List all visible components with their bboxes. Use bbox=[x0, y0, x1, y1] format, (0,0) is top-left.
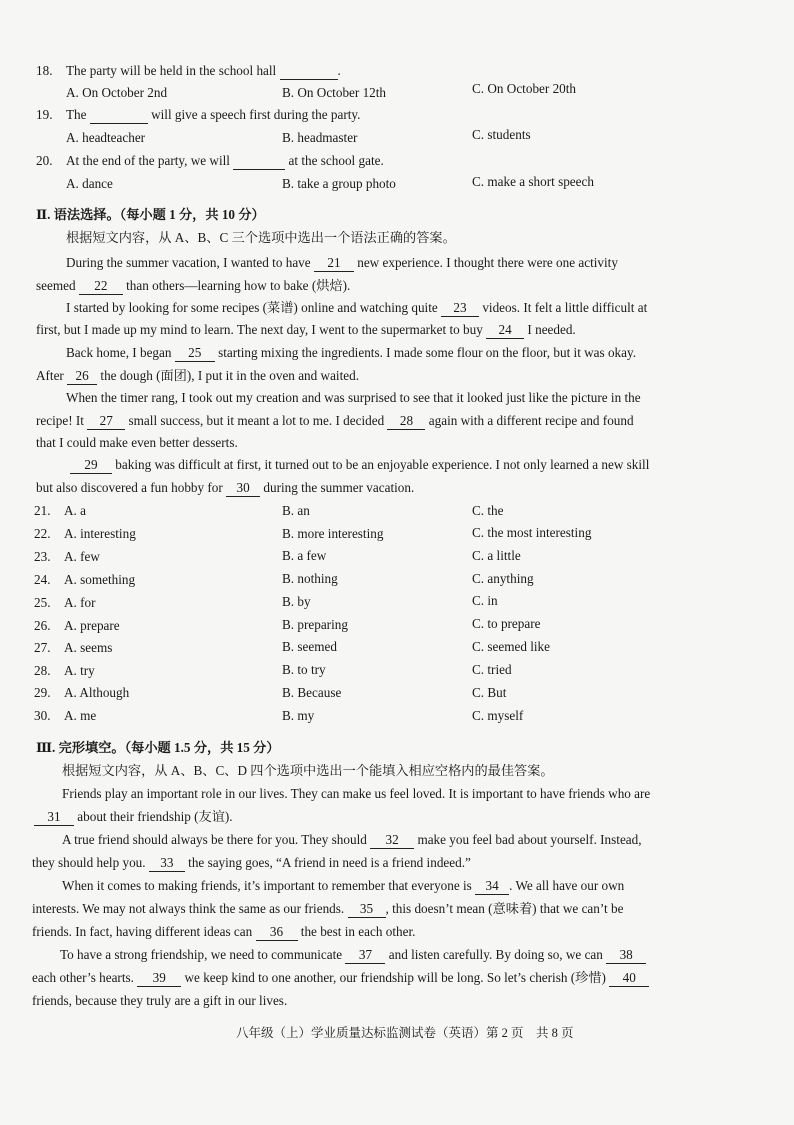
section-title: Ⅲ. 完形填空。（每小题 1.5 分，共 15 分） bbox=[36, 740, 280, 755]
passage-line bbox=[36, 367, 359, 385]
question-number: 23. bbox=[34, 549, 51, 564]
option-a: A. seems bbox=[64, 640, 113, 655]
blank-22: 22 bbox=[79, 278, 123, 295]
option-b: B. my bbox=[282, 708, 315, 723]
question-number: 30. bbox=[34, 708, 51, 723]
blank-40: 40 bbox=[609, 970, 649, 987]
question-number: 18. bbox=[36, 63, 53, 78]
passage-line bbox=[32, 854, 471, 872]
question-number: 19. bbox=[36, 107, 53, 122]
passage-text: I started by looking for some recipes (菜谱) online and watching quite bbox=[66, 300, 438, 315]
option-a: A. for bbox=[64, 595, 96, 610]
passage-text: When it comes to making friends, it’s important to remember that everyone is bbox=[62, 878, 472, 893]
question-number: 29. bbox=[34, 685, 51, 700]
passage-line bbox=[36, 321, 576, 339]
question-number: 20. bbox=[36, 153, 53, 168]
option-a: A. a bbox=[64, 503, 86, 518]
passage-line bbox=[32, 969, 649, 987]
passage-line bbox=[32, 900, 623, 918]
option-c: C. the most interesting bbox=[472, 525, 592, 540]
blank-28: 28 bbox=[387, 413, 425, 430]
passage-line: When the timer rang, I took out my creation and was surprised to see that it looked just like the picture in the bbox=[66, 390, 641, 405]
option-a: A. Although bbox=[64, 685, 130, 700]
blank-31: 31 bbox=[34, 809, 74, 826]
page-footer: 八年级（上）学业质量达标监测试卷（英语）第 2 页 共 8 页 bbox=[236, 1026, 574, 1040]
passage-text: . We all have our own bbox=[509, 878, 625, 893]
blank-29: 29 bbox=[70, 457, 112, 474]
option-a: A. prepare bbox=[64, 618, 120, 633]
blank-35: 35 bbox=[348, 901, 386, 918]
option-a: A. try bbox=[64, 663, 95, 678]
answer-blank bbox=[233, 153, 285, 170]
passage-line bbox=[66, 344, 636, 362]
passage-line bbox=[66, 254, 618, 272]
passage-text: friends. In fact, having different ideas can bbox=[32, 924, 253, 939]
question-stem bbox=[66, 62, 341, 80]
passage-line bbox=[66, 299, 647, 317]
passage-line bbox=[32, 923, 415, 941]
option-c: C. anything bbox=[472, 571, 534, 586]
option-b: B. a few bbox=[282, 548, 327, 563]
passage-text: During the summer vacation, I wanted to have bbox=[66, 255, 311, 270]
passage-line bbox=[62, 877, 624, 895]
option-c: C. a little bbox=[472, 548, 521, 563]
passage-text: A true friend should always be there for you. They should bbox=[62, 832, 367, 847]
passage-text: the dough (面团), I put it in the oven and waited. bbox=[100, 368, 359, 383]
passage-line bbox=[36, 277, 350, 295]
question-number: 28. bbox=[34, 663, 51, 678]
option-c: C. myself bbox=[472, 708, 524, 723]
passage-text: the saying goes, “A friend in need is a friend indeed.” bbox=[188, 855, 471, 870]
passage-text: than others—learning how to bake (烘焙). bbox=[126, 278, 351, 293]
stem-text: The party will be held in the school hall bbox=[66, 63, 277, 78]
blank-38: 38 bbox=[606, 947, 646, 964]
option-b: B. seemed bbox=[282, 639, 337, 654]
blank-27: 27 bbox=[87, 413, 125, 430]
blank-39: 39 bbox=[137, 970, 181, 987]
passage-text: first, but I made up my mind to learn. The next day, I went to the supermarket to buy bbox=[36, 322, 483, 337]
passage-line: friends, because they truly are a gift in our lives. bbox=[32, 993, 288, 1008]
option-c: C. seemed like bbox=[472, 639, 551, 654]
option-c: C. in bbox=[472, 593, 498, 608]
question-number: 22. bbox=[34, 526, 51, 541]
passage-text: they should help you. bbox=[32, 855, 146, 870]
passage-text: about their friendship (友谊). bbox=[77, 809, 233, 824]
option-c: C. But bbox=[472, 685, 507, 700]
passage-text: during the summer vacation. bbox=[263, 480, 415, 495]
stem-text: will give a speech first during the party. bbox=[151, 107, 361, 122]
passage-text: , this doesn’t mean (意味着) that we can’t be bbox=[385, 901, 624, 916]
option-c: C. On October 20th bbox=[472, 81, 577, 96]
option-b: B. by bbox=[282, 594, 311, 609]
blank-24: 24 bbox=[486, 322, 524, 339]
passage-line bbox=[70, 456, 649, 474]
blank-32: 32 bbox=[370, 832, 414, 849]
stem-text: The bbox=[66, 107, 87, 122]
question-number: 26. bbox=[34, 618, 51, 633]
section-instruction: 根据短文内容，从 A、B、C 三个选项中选出一个语法正确的答案。 bbox=[66, 230, 456, 245]
option-b: B. preparing bbox=[282, 617, 348, 632]
passage-text: baking was difficult at first, it turned out to be an enjoyable experience. I not only learned a new skill bbox=[115, 457, 650, 472]
option-b: B. take a group photo bbox=[282, 176, 396, 191]
answer-blank bbox=[90, 107, 148, 124]
option-c: C. the bbox=[472, 503, 504, 518]
option-b: B. nothing bbox=[282, 571, 338, 586]
section-instruction: 根据短文内容，从 A、B、C、D 四个选项中选出一个能填入相应空格内的最佳答案。 bbox=[62, 763, 554, 778]
passage-text: videos. It felt a little difficult at bbox=[482, 300, 648, 315]
blank-25: 25 bbox=[175, 345, 215, 362]
passage-text: but also discovered a fun hobby for bbox=[36, 480, 223, 495]
passage-text: interests. We may not always think the same as our friends. bbox=[32, 901, 345, 916]
passage-text: Back home, I began bbox=[66, 345, 172, 360]
blank-26: 26 bbox=[67, 368, 97, 385]
passage-text: small success, but it meant a lot to me. I decided bbox=[128, 413, 385, 428]
passage-line: that I could make even better desserts. bbox=[36, 435, 238, 450]
option-a: A. On October 2nd bbox=[66, 85, 168, 100]
passage-text: we keep kind to one another, our friendship will be long. So let’s cherish (珍惜) bbox=[184, 970, 606, 985]
passage-text: seemed bbox=[36, 278, 76, 293]
passage-text: again with a different recipe and found bbox=[428, 413, 634, 428]
option-c: C. make a short speech bbox=[472, 174, 594, 189]
section-title: Ⅱ. 语法选择。（每小题 1 分，共 10 分） bbox=[36, 207, 265, 222]
option-c: C. students bbox=[472, 127, 531, 142]
passage-line bbox=[36, 479, 414, 497]
option-b: B. Because bbox=[282, 685, 342, 700]
blank-21: 21 bbox=[314, 255, 354, 272]
blank-23: 23 bbox=[441, 300, 479, 317]
stem-text: at the school gate. bbox=[288, 153, 384, 168]
option-a: A. something bbox=[64, 572, 136, 587]
stem-text: . bbox=[337, 63, 341, 78]
passage-text: each other’s hearts. bbox=[32, 970, 134, 985]
passage-text: I needed. bbox=[527, 322, 576, 337]
passage-line bbox=[34, 808, 233, 826]
passage-text: and listen carefully. By doing so, we can bbox=[388, 947, 603, 962]
option-b: B. to try bbox=[282, 662, 326, 677]
option-a: A. headteacher bbox=[66, 130, 146, 145]
passage-text: new experience. I thought there were one activity bbox=[357, 255, 618, 270]
question-number: 27. bbox=[34, 640, 51, 655]
blank-34: 34 bbox=[475, 878, 509, 895]
stem-text: At the end of the party, we will bbox=[66, 153, 230, 168]
blank-36: 36 bbox=[256, 924, 298, 941]
blank-33: 33 bbox=[149, 855, 185, 872]
option-b: B. more interesting bbox=[282, 526, 384, 541]
option-a: A. me bbox=[64, 708, 97, 723]
blank-37: 37 bbox=[345, 947, 385, 964]
passage-line bbox=[60, 946, 646, 964]
blank-30: 30 bbox=[226, 480, 260, 497]
option-b: B. headmaster bbox=[282, 130, 358, 145]
passage-text: make you feel bad about yourself. Instead, bbox=[417, 832, 642, 847]
question-stem bbox=[66, 152, 384, 170]
option-b: B. On October 12th bbox=[282, 85, 387, 100]
option-a: A. dance bbox=[66, 176, 113, 191]
option-c: C. tried bbox=[472, 662, 512, 677]
passage-text: recipe! It bbox=[36, 413, 84, 428]
option-c: C. to prepare bbox=[472, 616, 541, 631]
option-a: A. interesting bbox=[64, 526, 136, 541]
question-stem bbox=[66, 106, 360, 124]
option-b: B. an bbox=[282, 503, 310, 518]
question-number: 21. bbox=[34, 503, 51, 518]
passage-line bbox=[62, 831, 642, 849]
passage-line bbox=[36, 412, 634, 430]
question-number: 24. bbox=[34, 572, 51, 587]
passage-text: After bbox=[36, 368, 64, 383]
option-a: A. few bbox=[64, 549, 100, 564]
passage-text: starting mixing the ingredients. I made some flour on the floor, but it was okay. bbox=[218, 345, 637, 360]
passage-text: the best in each other. bbox=[300, 924, 416, 939]
passage-line: Friends play an important role in our lives. They can make us feel loved. It is important to have friends who are bbox=[62, 786, 651, 801]
question-number: 25. bbox=[34, 595, 51, 610]
answer-blank bbox=[280, 63, 338, 80]
passage-text: To have a strong friendship, we need to communicate bbox=[60, 947, 343, 962]
